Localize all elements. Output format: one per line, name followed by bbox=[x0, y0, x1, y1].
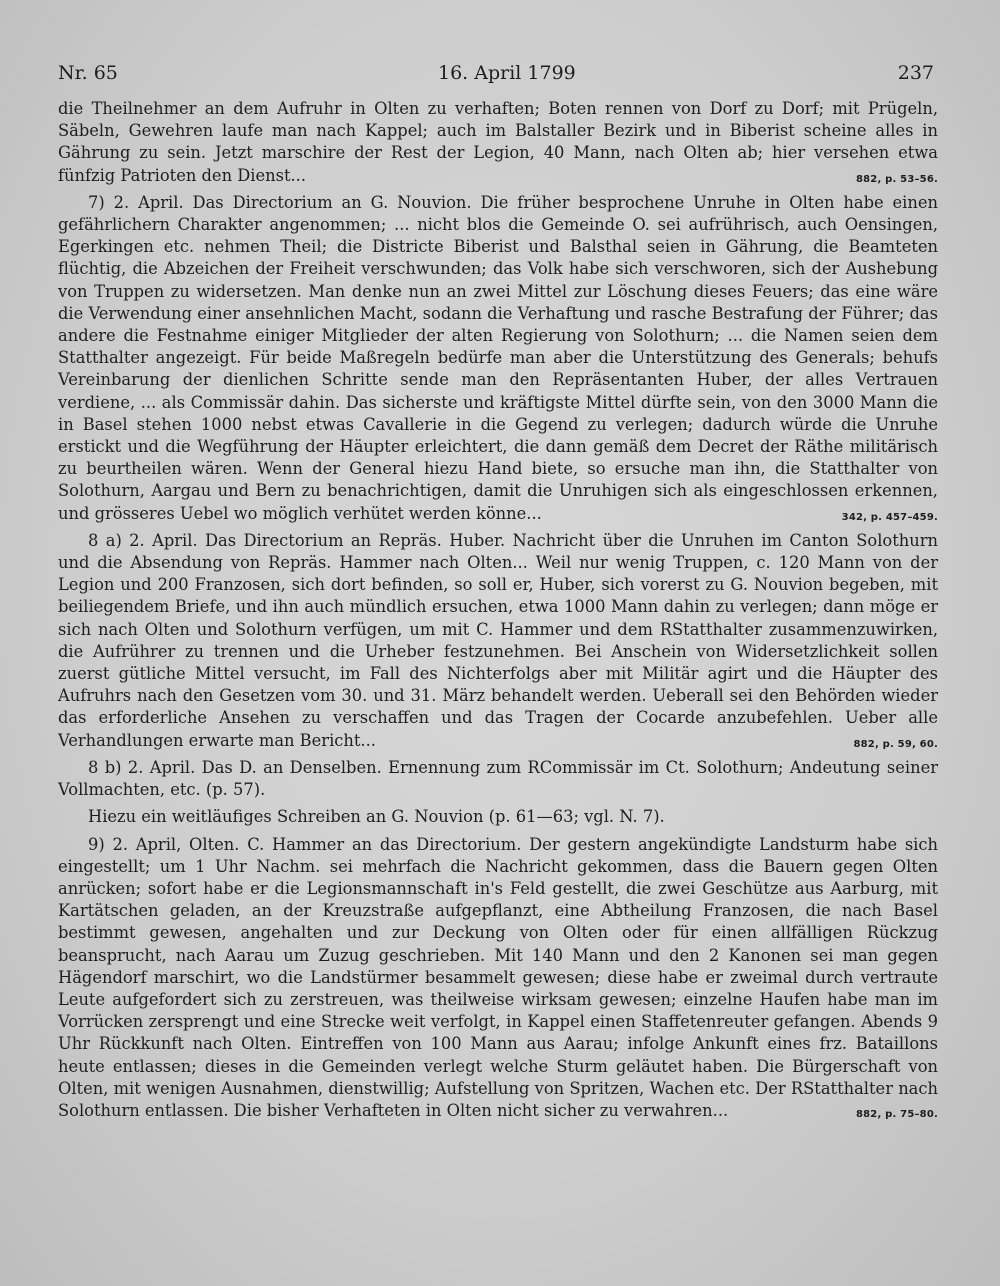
paragraph-item-9 bbox=[58, 834, 938, 1123]
paragraph-text: Hiezu ein weitläufiges Schreiben an G. Nouvion (p. 61—63; vgl. N. 7). bbox=[88, 807, 665, 827]
paragraph-item-7 bbox=[58, 192, 938, 525]
paragraph-note bbox=[58, 806, 938, 828]
header-date: 16. April 1799 bbox=[438, 62, 576, 84]
page-number: 237 bbox=[897, 62, 934, 84]
paragraph-text: 8 a) 2. April. Das Directorium an Repräs. Huber. Nachricht über die Unruhen im Canton Solothurn und die Absendung von Repräs. Hammer nach Olten... Weil nur wenig Truppen, c. 120 Mann von der Legion und 200 Franzosen, sich dort befinden, so soll er, Huber, sich vorerst zu G. Nouvion begeben, mit beiliegendem Briefe, und ihn auch mündlich ersuchen, etwa 1000 Mann dahin zu verlegen; dann möge er sich nach Olten und Solothurn verfügen, um mit C. Hammer und dem RStatthalter zusammenzuwirken, die Aufrührer zu trennen und die Urheber festzunehmen. Bei Anschein von Widersetzlichkeit sollen zuerst gütliche Mittel versucht, im Fall des Nichterfolgs aber mit Militär agirt und die Häupter des Aufruhrs nach den Gesetzen vom 30. und 31. März behandelt werden. Ueberall sei den Behörden wieder das erforderliche Ansehen zu verschaffen und das Tragen der Cocarde anzubefehlen. Ueber alle Verhandlungen erwarte man Bericht... bbox=[58, 530, 938, 750]
source-reference: 882, p. 53–56. bbox=[855, 173, 938, 185]
body-text bbox=[58, 98, 938, 1127]
paragraph-text: 7) 2. April. Das Directorium an G. Nouvion. Die früher besprochene Unruhe in Olten habe einen gefährlichern Charakter angenommen; ... nicht blos die Gemeinde O. sei aufrührisch, auch Oensingen, Egerkingen etc. nehmen Theil; die Districte Biberist und Balsthal seien in Gährung, die Beamteten flüchtig, die Abzeichen der Freiheit verschwunden; das Volk habe sich verschworen, sich der Aushebung von Truppen zu widersetzen. Man denke nun an zwei Mittel zur Löschung dieses Feuers; das eine wäre die Verwendung einer ansehnlichen Macht, sodann die Verhaftung und rasche Bestrafung der Führer; das andere die Festnahme einiger Mitglieder der alten Regierung von Solothurn; ... die Namen seien dem Statthalter angezeigt. Für beide Maßregeln bedürfe man aber die Unterstützung des Generals; behufs Vereinbarung der dienlichen Schritte sende man den Repräsentanten Huber, der alles Vertrauen verdiene, ... als Commissär dahin. Das sicherste und kräftigste Mittel dürfte sein, von den 3000 Mann die in Basel stehen 1000 nebst etwas Cavallerie in die Gegend zu verlegen; dadurch würde die Unruhe erstickt und die Wegführung der Häupter erleichtert, die dann gemäß dem Decret der Räthe militärisch zu beurtheilen wären. Wenn der General hiezu Hand biete, so ersuche man ihn, die Statthalter von Solothurn, Aargau und Bern zu benachrichtigen, damit die Unruhigen sich als eingeschlossen erkennen, und grösseres Uebel wo möglich verhütet werden könne... bbox=[58, 192, 938, 523]
source-reference: 882, p. 75–80. bbox=[855, 1108, 938, 1120]
document-number: Nr. 65 bbox=[58, 62, 118, 84]
paragraph-text: 8 b) 2. April. Das D. an Denselben. Ernennung zum RCommissär im Ct. Solothurn; Andeutung seiner Vollmachten, etc. (p. 57). bbox=[58, 757, 938, 800]
paragraph-continuation bbox=[58, 98, 938, 187]
source-reference: 342, p. 457–459. bbox=[841, 511, 938, 523]
paragraph-item-8a bbox=[58, 530, 938, 752]
paragraph-text: die Theilnehmer an dem Aufruhr in Olten zu verhaften; Boten rennen von Dorf zu Dorf; mit Prügeln, Säbeln, Gewehren laufe man nach Kappel; auch im Balstaller Bezirk und in Biberist scheine alles in Gährung zu sein. Jetzt marschire der Rest der Legion, 40 Mann, nach Olten ab; hier versehen etwa fünfzig Patrioten den Dienst... bbox=[58, 99, 938, 185]
paragraph-text: 9) 2. April, Olten. C. Hammer an das Directorium. Der gestern angekündigte Landsturm habe sich eingestellt; um 1 Uhr Nachm. sei mehrfach die Nachricht gekommen, dass die Bauern gegen Olten anrücken; sofort habe er die Legionsmannschaft in's Feld gestellt, die zwei Geschütze aus Aarburg, mit Kartätschen geladen, an der Kreuzstraße aufgepflanzt, eine Abtheilung Franzosen, die nach Basel bestimmt gewesen, angehalten und zur Deckung von Olten oder für einen allfälligen Rückzug beansprucht, nach Aarau um Zuzug geschrieben. Mit 140 Mann und den 2 Kanonen sei man gegen Hägendorf marschirt, wo die Landstürmer besammelt gewesen; diese habe er zweimal durch vertraute Leute aufgefordert sich zu zerstreuen, was theilweise wirksam gewesen; einzelne Haufen habe man im Vorrücken zersprengt und eine Strecke weit verfolgt, in Kappel einen Staffetenreuter gefangen. Abends 9 Uhr Rückkunft nach Olten. Eintreffen von 100 Mann aus Aarau; infolge Ankunft eines frz. Bataillons heute entlassen; dieses in die Gemeinden verlegt welche Sturm geläutet haben. Die Bürgerschaft von Olten, mit wenigen Ausnahmen, dienstwillig; Aufstellung von Spritzen, Wachen etc. Der RStatthalter nach Solothurn entlassen. Die bisher Verhafteten in Olten nicht sicher zu verwahren... bbox=[58, 834, 938, 1120]
paragraph-item-8b bbox=[58, 757, 938, 801]
source-reference: 882, p. 59, 60. bbox=[853, 738, 938, 750]
running-header bbox=[58, 62, 934, 88]
